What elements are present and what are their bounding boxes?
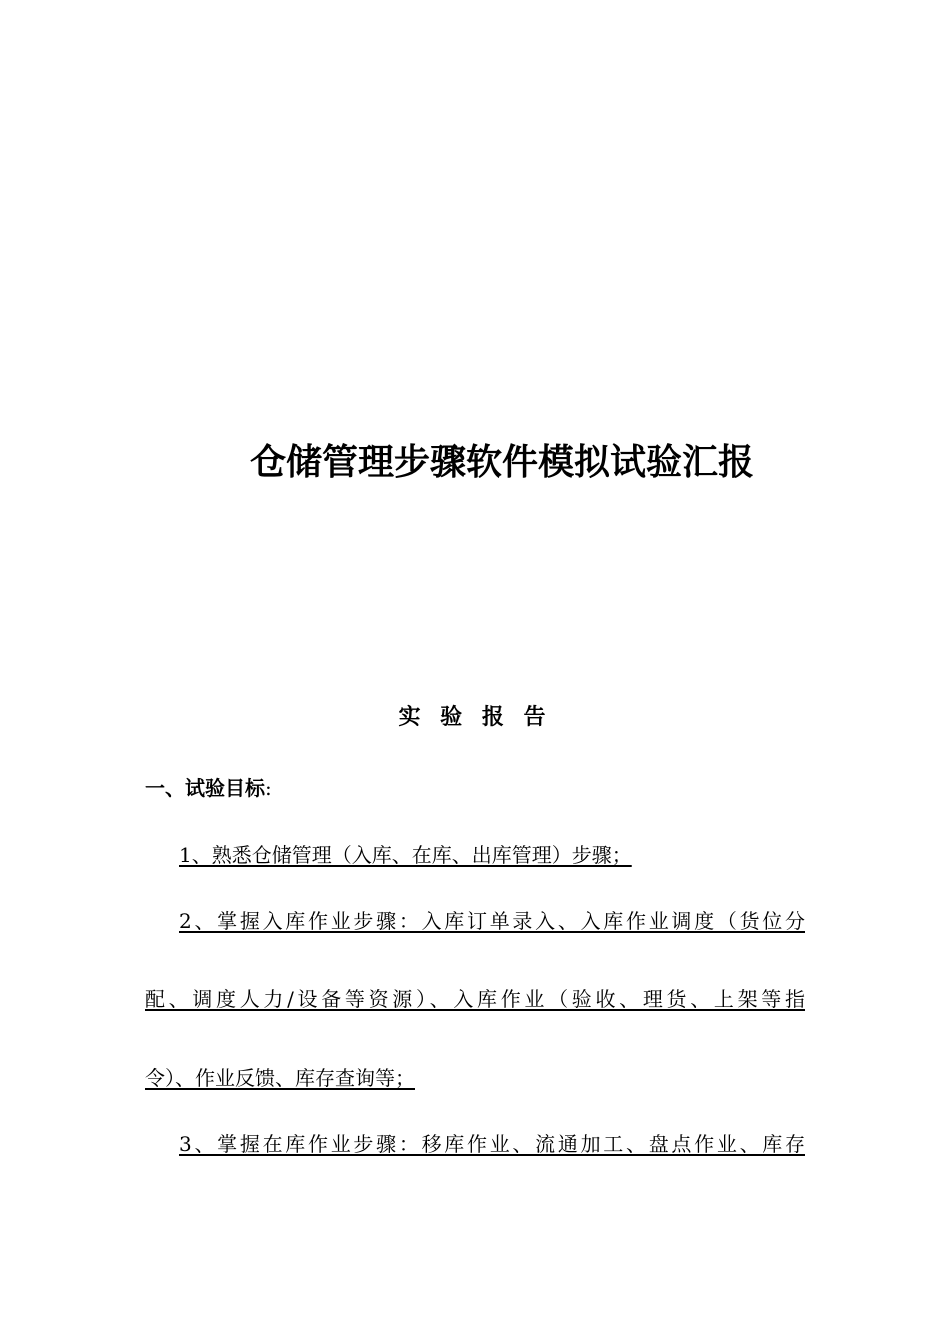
paragraph-line-5-text: 3、掌握在库作业步骤：移库作业、流通加工、盘点作业、库存 bbox=[179, 1132, 805, 1156]
paragraph-line-4 bbox=[145, 1063, 805, 1093]
document-title: 仓储管理步骤软件模拟试验汇报 bbox=[250, 442, 755, 483]
paragraph-line-3-text: 配、调度人力/设备等资源）、入库作业（验收、理货、上架等指 bbox=[145, 987, 805, 1011]
section-heading-text: 一、试验目标 bbox=[145, 776, 265, 800]
section-heading-colon: : bbox=[265, 776, 272, 800]
section-heading bbox=[145, 772, 272, 804]
paragraph-line-2-text: 2、掌握入库作业步骤：入库订单录入、入库作业调度（货位分 bbox=[179, 909, 805, 933]
paragraph-line-4-text: 令）、作业反馈、库存查询等； bbox=[145, 1066, 415, 1090]
paragraph-line-1 bbox=[145, 840, 805, 870]
report-heading: 实 验 报 告 bbox=[398, 705, 552, 730]
paragraph-line-5 bbox=[145, 1129, 805, 1159]
paragraph-line-1-text: 1、熟悉仓储管理（入库、在库、出库管理）步骤； bbox=[179, 843, 632, 867]
paragraph-line-3 bbox=[145, 984, 805, 1014]
paragraph-line-2 bbox=[145, 906, 805, 936]
